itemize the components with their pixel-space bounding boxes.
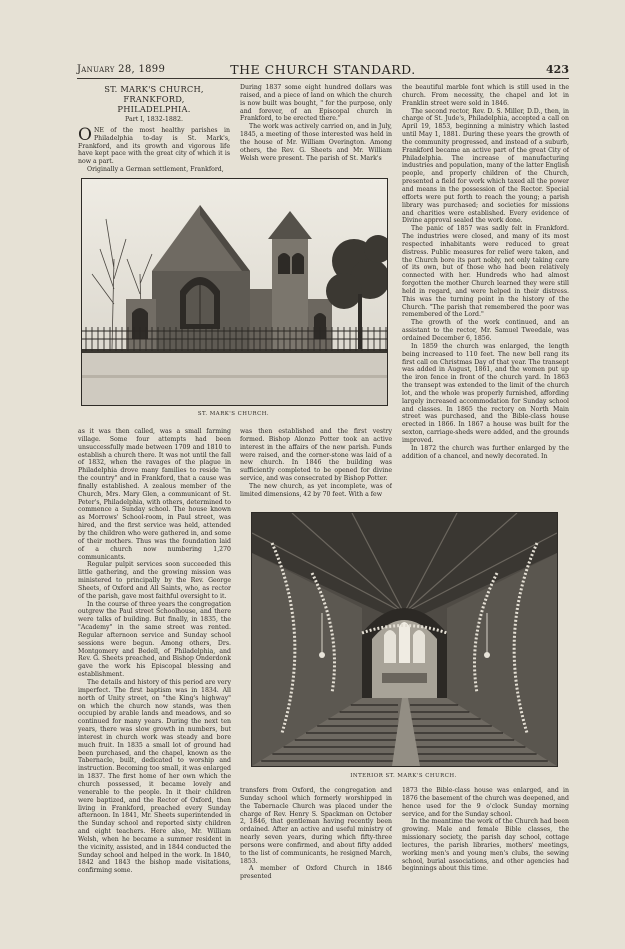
article-part: Part I, 1832-1882.	[125, 116, 183, 123]
article-paragraph: A member of Oxford Church in 1846 presented	[240, 865, 392, 881]
article-paragraph: In 1859 the church was enlarged, the length being increased to 110 feet. The new bell rang its first call on Christmas Day of that year. The transept was added in August, 1861, and the women put up the iron fence in front of the church yard. In 1863 the transept was extended to the limit of the church lot, and the whole was properly furnished, affording largely increased accommodation for Sunday school and classes. In 1865 the rectory on North Main street was purchased, and the Bible-class house erected in 1866. In 1867 a house was built for the sexton, carriage-sheds were added, and the grounds improved.	[402, 342, 569, 444]
article-title: ST. MARK'S CHURCH, FRANKFORD, PHILADELPHIA.	[104, 84, 204, 114]
article-paragraph: The new church, as yet incomplete, was of limited dimensions, 42 by 70 feet. With a few	[240, 482, 392, 498]
exterior-photo-caption: ST. MARK'S CHURCH.	[197, 411, 270, 417]
column-2-bottom	[240, 787, 392, 907]
article-paragraph: The work was actively carried on, and in July, 1845, a meeting of those interested was held in the house of Mr. William Overington. Among others, the Rev. G. Sheets and Mr. William Welsh were present. The parish of St. Mark's	[240, 123, 392, 162]
exterior-church-photo	[81, 178, 388, 406]
article-paragraph: The details and history of this period are very imperfect. The first baptism was in 1834. All north of Unity street, on "the King's highway" on which the church now stands, was then occupied by arable lands and meadows, and so continued for many years. During the next ten years, there was slow growth in numbers, but interest in church work was steady and bore much fruit. In 1835 a small lot of ground had been purchased, and the chapel, known as the Tabernacle, built, dedicated to worship and instruction. Becoming too small, it was enlarged in 1837. The first home of her own which the church possessed, it became lovely and venerable to the people. In it their children were baptized, and the Rector of Oxford, then living in Frankford, preached every Sunday afternoon. In 1841, Mr. Sheets superintended in the Sunday school and reported sixty children and eight teachers. Here also, Mr. William Welsh, when he became a summer resident in the vicinity, assisted, and in 1844 conducted the Sunday school and helped in the work. In 1840, 1842 and 1843 the bishop made visitations, confirming some.	[78, 679, 231, 875]
page-header	[77, 62, 569, 79]
article-paragraph: the beautiful marble font which is still used in the church. From necessity, the chapel and lot in Franklin street were sold in 1846.	[402, 84, 569, 107]
article-paragraph: The panic of 1857 was sadly felt in Frankford. The industries were closed, and many of its most respected inhabitants were reduced to great distress. Public measures for relief were taken, and the Church bore its part nobly, not only taking care of its own, but of those who had been relatively connected with her. Hundreds who had almost forgotten the mother Church learned they were still held in regard, and were helped in their distress. This was the turning point in the history of the Church. "The parish that remembered the poor was remembered of the Lord."	[402, 225, 569, 319]
article-paragraph: as it was then called, was a small farming village. Some four attempts had been unsuccessfully made between 1709 and 1810 to establish a church there. It was not until the fall of 1832, when the ravages of the plague in Philadelphia drove many families to reside "in the country" and in Frankford, that a cause was finally established. A zealous member of the Church, Mrs. Mary Glen, a communicant of St. Peter's, Philadelphia, with others, determined to commence a Sunday school. The house known as Morrows' School-room, in Paul street, was hired, and the first service was held, attended by the children who were gathered in, and some of their mothers. Thus was the foundation laid of a church now numbering 1,270 communicants.	[78, 428, 231, 561]
issue-date: January 28, 1899	[77, 64, 166, 75]
article-paragraph: In 1872 the church was further enlarged by the addition of a chancel, and newly decorated. In	[402, 444, 569, 460]
article-paragraph: In the meantime the work of the Church had been growing. Male and female Bible classes, the missionary society, the parish day school, cottage lectures, the parish libraries, mothers' meetings, working men's and young men's clubs, the sewing school, burial associations, and other agencies had beginnings about this time.	[402, 818, 569, 873]
article-paragraph: In the course of three years the congregation outgrew the Paul street Schoolhouse, and there were talks of building. But finally, in 1835, the "Academy" in the same street was rented. Regular afternoon service and Sunday school sessions were begun. Among others, Drs. Montgomery and Bedell, of Philadelphia, and Rev. G. Sheets preached, and Bishop Onderdonk gave the work his Episcopal blessing and establishment.	[78, 600, 231, 679]
interior-photo-caption: INTERIOR ST. MARK'S CHURCH.	[350, 773, 457, 779]
publication-title: THE CHURCH STANDARD.	[230, 62, 416, 77]
article-paragraph: transfers from Oxford, the congregation and Sunday school which formerly worshipped in the Tabernacle Church was placed under the charge of Rev. Henry S. Spackman on October 2, 1846, that gentleman having recently been ordained. After an active and useful ministry of nearly seven years, during which fifty-three persons were confirmed, and about fifty added to the list of communicants, he resigned March, 1853.	[240, 787, 392, 865]
article-intro: ONE of the most healthy parishes in Philadelphia to-day is St. Mark's, Frankford, and its growth and vigorous life have kept pace with the great city of which it is now a part.	[78, 124, 230, 166]
article-paragraph: The growth of the work continued, and an assistant to the rector, Mr. Samuel Tweedale, was ordained December 6, 1856.	[402, 319, 569, 342]
drop-cap: O	[78, 124, 92, 145]
column-1-top	[78, 84, 230, 178]
column-1-bottom	[78, 428, 231, 906]
article-paragraph: 1873 the Bible-class house was enlarged, and in 1876 the basement of the church was deepened, and hence used for the 9 o'clock Sunday morning service, and for the Sunday school.	[402, 787, 569, 818]
article-paragraph: was then established and the first vestry formed. Bishop Alonzo Potter took an active interest in the affairs of the new parish. Funds were raised, and the corner-stone was laid of a new church. In 1846 the building was sufficiently completed to be opened for divine service, and was consecrated by Bishop Potter.	[240, 428, 392, 483]
column-3	[402, 84, 569, 501]
article-paragraph: Originally a German settlement, Frankford,	[87, 166, 224, 174]
column-3-bottom	[402, 787, 569, 907]
column-2-top	[240, 84, 392, 178]
article-paragraph: The second rector, Rev. D. S. Miller, D.D., then, in charge of St. Jude's, Philadelphia, accepted a call on April 19, 1853, beginning a ministry which lasted until May 1, 1881. During these years the growth of the community progressed, and instead of a suburb, Frankford became an active part of the great City of Philadelphia. The increase of manufacturing industries and population, many of the latter English people, and properly children of the Church, presented a field for work which taxed all the power and means in the possession of the Rector. Special efforts were put forth to reach the young; a parish library was purchased; and societies for missions and charities were established. Every evidence of Divine approval sealed the work done.	[402, 107, 569, 225]
article-paragraph: During 1837 some eight hundred dollars was raised, and a piece of land on which the church is now built was bought, " for the purpose, only and forever, of an Episcopal church in Frankford, to be erected there."	[240, 84, 392, 123]
column-2-mid	[240, 428, 392, 505]
interior-church-photo	[251, 512, 558, 767]
article-paragraph: Regular pulpit services soon succeeded this little gathering, and the growing mission was ministered to principally by the Rev. George Sheets, of Oxford and All Saints, who, as rector of the parish, gave most faithful oversight to it.	[78, 561, 231, 600]
page-number: 423	[546, 63, 569, 76]
